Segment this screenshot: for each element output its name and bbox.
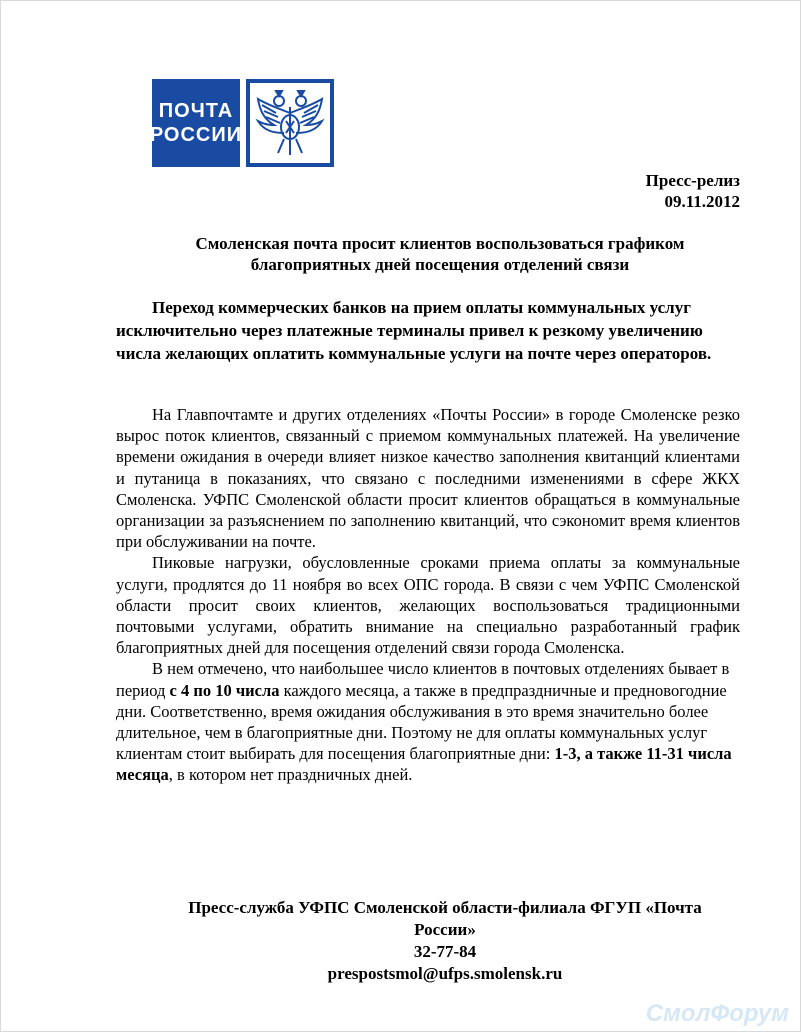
p3-text-a: В нем отмечено, что наибольшее число клиентов в почтовых отделениях бывает в период: [116, 659, 730, 700]
p3-bold-period: с 4 по 10 числа: [169, 680, 280, 700]
footer-phone: 32-77-84: [413, 942, 477, 961]
footer-email: prespostsmol@ufps.smolensk.ru: [327, 964, 563, 983]
press-release-label: Пресс-релиз: [645, 171, 740, 190]
forum-watermark: СмолФорум: [645, 1000, 789, 1027]
p3-text-e: , в котором нет праздничных дней.: [168, 765, 413, 785]
body-paragraph-3: [116, 658, 740, 785]
footer-line-1: Пресс-служба УФПС Смоленской области-филиала ФГУП «Почта: [188, 898, 702, 917]
body-text: [116, 404, 740, 786]
lead-paragraph: Переход коммерческих банков на прием оплаты коммунальных услуг исключительно через платежные терминалы привел к резкому увеличению числа желающих оплатить коммунальные услуги на почте через операторов.: [116, 298, 712, 363]
title-line-1: Смоленская почта просит клиентов воспользоваться графиком: [195, 234, 685, 253]
pochta-rossii-logo: [149, 79, 336, 167]
body-paragraph-1: На Главпочтамте и других отделениях «Почты России» в городе Смоленске резко вырос поток клиентов, связанный с приемом коммунальных платежей. На увеличение времени ожидания в очереди влияет низкое качество заполнения квитанций клиентами и путаница в показаниях, что связано с последними изменениями в сфере ЖКХ Смоленска. УФПС Смоленской области просит клиентов обращаться в коммунальные организации за разъяснением по заполнению квитанций, что сэкономит время клиентов при обслуживании на почте.: [116, 405, 740, 552]
logo-line-1: ПОЧТА: [158, 100, 234, 122]
logo-line-2: РОССИИ: [149, 124, 243, 146]
title-line-2: благоприятных дней посещения отделений связи: [250, 255, 630, 274]
press-service-footer: [116, 897, 774, 985]
body-paragraph-2: Пиковые нагрузки, обусловленные сроками приема оплаты за коммунальные услуги, продлятся до 11 ноября во всех ОПС города. В связи с чем УФПС Смоленской области просит своих клиентов, желающих воспользоваться традиционными почтовыми услугами, обратить внимание на специально разработанный график благоприятных дней для посещения отделений связи города Смоленска.: [116, 553, 740, 658]
p3-text-c: каждого месяца, а также в предпраздничные и предновогодние дни. Соответственно, время ожидания обслуживания в это время значительно более длительное, чем в благоприятные дни. Поэтому не для оплаты коммунальных услуг клиентам стоит выбирать для посещения благоприятные дни:: [116, 680, 727, 764]
press-release-header: [646, 170, 740, 212]
document-title: [100, 233, 780, 275]
logo-wordmark: [149, 79, 243, 167]
footer-line-2: России»: [414, 920, 476, 939]
press-release-date: 09.11.2012: [664, 192, 740, 211]
double-headed-eagle-icon: [246, 79, 334, 167]
p3-bold-favorable-days: 1-3, а также 11-31 числа месяца: [116, 744, 732, 785]
